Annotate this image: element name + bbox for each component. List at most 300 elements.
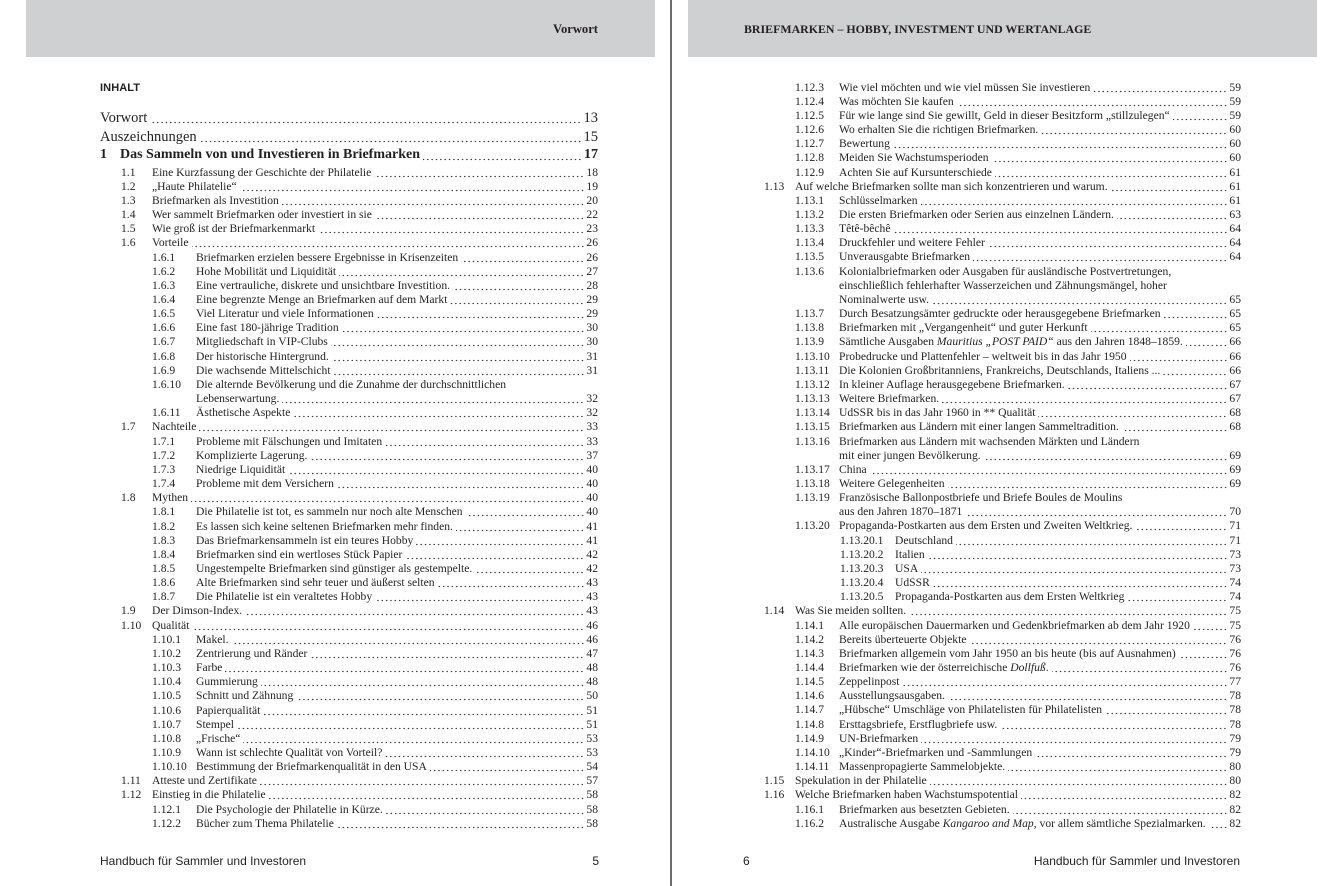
toc-entry [100, 520, 598, 534]
toc-entry-number: 1.6 [121, 236, 136, 250]
toc-entry-number: 1.10.8 [152, 731, 181, 745]
toc-entry-page-number: 29 [586, 307, 598, 321]
dot-leader [1209, 817, 1228, 831]
toc-entry-number: 1.16.2 [795, 816, 824, 830]
toc-entry-page-number: 22 [586, 208, 598, 222]
toc-entry-text [895, 548, 1241, 562]
toc-entry-text [839, 350, 1241, 364]
dot-leader [263, 704, 584, 718]
toc-entry-page-number: 80 [1229, 760, 1241, 774]
toc-entry-number: 1.1 [121, 165, 136, 179]
toc-entry-title: Papierqualität [196, 703, 261, 717]
toc-entry-text [196, 760, 598, 774]
toc-entry-title: Stempel [196, 717, 234, 731]
toc-entry-number: 1.8.1 [152, 505, 176, 519]
toc-entry [100, 350, 598, 364]
dot-leader [385, 746, 584, 760]
toc-entry-number: 1.13.3 [795, 222, 824, 236]
toc-entry-page-number: 20 [586, 193, 598, 207]
toc-entry-number: 1.13.8 [795, 321, 824, 335]
toc-entry [100, 128, 598, 147]
toc-entry [100, 788, 598, 802]
toc-entry [743, 378, 1241, 392]
dot-leader [342, 321, 585, 335]
toc-entry [743, 180, 1241, 194]
toc-entry-title: Makel. [196, 632, 229, 646]
toc-entry-title-part: . [1045, 661, 1049, 674]
toc-entry-number: 1.10.7 [152, 717, 181, 731]
toc-entry [743, 420, 1241, 434]
toc-entry-page-number: 77 [1229, 675, 1241, 689]
toc-entry-page-number: 66 [1229, 363, 1241, 377]
toc-entry-number: 1 [100, 147, 107, 162]
toc-entry-text [196, 406, 598, 420]
toc-entry [743, 817, 1241, 831]
toc-entry [743, 123, 1241, 137]
toc-entry-number: 1.6.1 [152, 250, 176, 264]
toc-entry [743, 406, 1241, 420]
dot-leader [921, 562, 1227, 576]
toc-entry [100, 435, 598, 449]
toc-entry-title: UdSSR bis in das Jahr 1960 in ** Qualität [839, 406, 1036, 420]
toc-entry-title: Die Psychologie der Philatelie in Kürze. [196, 802, 383, 816]
toc-entry-page-number: 27 [586, 264, 598, 278]
toc-entry-number: 1.14.4 [795, 661, 824, 674]
dot-leader [191, 491, 584, 505]
dot-leader [456, 520, 584, 534]
toc-entry [100, 774, 598, 788]
toc-entry-page-number: 42 [586, 561, 598, 575]
toc-entry-text [895, 534, 1241, 548]
toc-entry-number: 1.16 [764, 788, 785, 802]
toc-entry-title: Weitere Briefmarken. [839, 392, 940, 406]
toc-entry-title: Probleme mit dem Versichern [196, 477, 334, 491]
toc-entry-page-number: 65 [1229, 292, 1241, 306]
toc-entry [743, 661, 1241, 675]
dot-leader [318, 222, 584, 236]
toc-entry-number: 1.13.20.5 [840, 590, 884, 604]
left-running-head: Vorwort [553, 22, 598, 36]
dot-leader [375, 208, 584, 222]
dot-leader [243, 732, 584, 746]
toc-entry-number: 1.13.20.1 [840, 533, 884, 547]
toc-entry-text [839, 746, 1241, 760]
toc-entry-number: 1.13.20.4 [840, 576, 884, 590]
toc-entry-text [839, 718, 1241, 732]
toc-entry-page-number: 26 [586, 250, 598, 264]
right-running-head: BRIEFMARKEN – HOBBY, INVESTMENT UND WERTANLAGE [744, 22, 1092, 36]
toc-entry-title: Die wachsende Mittelschicht [196, 363, 331, 377]
page-spine-divider [670, 0, 672, 886]
dot-leader [992, 151, 1228, 165]
toc-entry-page-number: 78 [1229, 717, 1241, 731]
toc-entry-text [839, 123, 1241, 137]
toc-entry-text [152, 619, 598, 633]
toc-entry-page-number: 59 [1229, 94, 1241, 108]
toc-entry [743, 350, 1241, 364]
toc-entry [743, 222, 1241, 236]
toc-entry-page-number: 29 [586, 293, 598, 306]
dot-leader [1163, 364, 1227, 378]
toc-entry-title: Probedrucke und Plattenfehler – weltweit bis in das Jahr 1950 [839, 349, 1127, 363]
toc-entry-title: Auf welche Briefmarken sollte man sich konzentrieren und warum. [795, 179, 1108, 193]
toc-entry-text [152, 420, 598, 434]
toc-entry [743, 774, 1241, 788]
toc-entry-text [839, 817, 1241, 831]
toc-entry-text [196, 364, 598, 378]
toc-entry-title: mit einer jungen Bevölkerung. [839, 448, 981, 462]
toc-entry [743, 435, 1241, 449]
toc-entry [743, 137, 1241, 151]
toc-entry-number: 1.13.5 [795, 250, 824, 264]
dot-leader [1021, 788, 1227, 802]
toc-entry [100, 633, 598, 647]
toc-entry-number: 1.13.1 [795, 193, 824, 207]
toc-entry-text [839, 378, 1241, 392]
dot-leader [1041, 123, 1227, 137]
dot-leader [450, 293, 584, 307]
toc-entry [100, 619, 598, 633]
toc-entry-page-number: 17 [584, 147, 598, 162]
toc-entry-title: Was möchten Sie kaufen [839, 94, 954, 108]
toc-entry-text [100, 109, 598, 128]
toc-entry-title: Nachteile [152, 420, 197, 434]
toc-entry-title: Briefmarken aus Ländern mit wachsenden Märkten und Ländern [839, 434, 1140, 448]
toc-entry-page-number: 47 [586, 646, 598, 660]
toc-entry [743, 703, 1241, 717]
dot-leader [438, 576, 585, 590]
toc-entry-title-part: Briefmarken wie der österreichische [839, 661, 1011, 674]
toc-entry-number: 1.13.13 [795, 392, 830, 406]
toc-entry-page-number: 37 [586, 448, 598, 462]
toc-entry-page-number: 61 [1229, 179, 1241, 193]
toc-entry-title: Druckfehler und weitere Fehler [839, 236, 985, 250]
dot-leader [1052, 661, 1228, 675]
toc-entry-continuation [743, 293, 1241, 307]
toc-entry-page-number: 58 [586, 816, 598, 830]
dot-leader [1093, 81, 1227, 95]
toc-entry-page-number: 79 [1229, 731, 1241, 745]
dot-leader [928, 548, 1228, 562]
dot-leader [423, 146, 582, 165]
toc-entry-number: 1.6.9 [152, 363, 176, 377]
toc-entry-text [895, 562, 1241, 576]
dot-leader [870, 463, 1228, 477]
toc-entry-number: 1.8.7 [152, 590, 176, 604]
toc-entry-title: Zentrierung und Ränder [196, 646, 308, 660]
toc-entry-page-number: 68 [1229, 420, 1241, 434]
toc-entry-text [839, 505, 1241, 519]
toc-entry [743, 604, 1241, 618]
toc-entry-page-number: 40 [586, 491, 598, 505]
toc-entry-page-number: 33 [586, 434, 598, 448]
toc-entry-text [839, 194, 1241, 208]
toc-entry-page-number: 70 [1229, 505, 1241, 519]
toc-entry-page-number: 69 [1229, 476, 1241, 490]
toc-entry [100, 279, 598, 293]
dot-leader [988, 236, 1228, 250]
toc-entry [743, 732, 1241, 746]
toc-entry-text [839, 633, 1241, 647]
toc-entry-title: Italien [895, 547, 925, 561]
toc-entry-title: Ersttagsbriefe, Erstflugbriefe usw. [839, 717, 998, 731]
toc-entry [743, 265, 1241, 279]
toc-entry-title: Das Briefmarkensammeln ist ein teures Hobby [196, 533, 414, 547]
toc-entry-title: Einstieg in die Philatelie [152, 788, 266, 802]
toc-entry-number: 1.13.18 [795, 476, 830, 490]
toc-entry [100, 604, 598, 618]
toc-entry-page-number: 75 [1229, 618, 1241, 632]
toc-entry-title: Alle europäischen Dauermarken und Gedenkbriefmarken ab dem Jahr 1920 [839, 618, 1190, 632]
dot-leader [260, 774, 584, 788]
toc-entry-title: „Haute Philatelie“ [152, 179, 237, 193]
toc-entry [743, 788, 1241, 802]
toc-entry [100, 364, 598, 378]
dot-leader [310, 449, 584, 463]
right-page-number: 6 [743, 854, 750, 868]
toc-entry [743, 647, 1241, 661]
toc-entry-title: UdSSR [895, 576, 930, 590]
toc-entry-text [152, 236, 598, 250]
dot-leader [337, 477, 584, 491]
toc-entry-page-number: 15 [583, 128, 598, 145]
dot-leader [1130, 350, 1228, 364]
toc-entry-text [120, 146, 598, 165]
toc-entry-page-number: 51 [586, 703, 598, 717]
toc-entry-text [839, 689, 1241, 703]
toc-entry-text [152, 166, 598, 180]
toc-entry-text [196, 520, 598, 534]
toc-entry-text [196, 477, 598, 491]
toc-entry-title: Eine begrenzte Menge an Briefmarken auf dem Markt [196, 293, 448, 306]
toc-entry-title: Was Sie meiden sollten. [795, 604, 907, 618]
toc-entry-text [196, 732, 598, 746]
toc-entry-text [839, 477, 1241, 491]
toc-entry-number: 1.12.6 [795, 123, 824, 137]
toc-entry [100, 704, 598, 718]
toc-entry-title-italic: Kangaroo and Map [942, 816, 1034, 830]
toc-entry-title: Meiden Sie Wachstumsperioden [839, 151, 989, 165]
toc-entry-page-number: 78 [1229, 703, 1241, 717]
dot-leader [894, 222, 1228, 236]
toc-entry-page-number: 73 [1229, 547, 1241, 561]
toc-entry-number: 1.8 [121, 491, 136, 505]
toc-entry-number: 1.4 [121, 208, 136, 222]
toc-entry [100, 562, 598, 576]
toc-entry-title: Welche Briefmarken haben Wachstumspotential [795, 788, 1018, 802]
toc-entry [100, 146, 598, 165]
toc-entry-title: Die Kolonien Großbritanniens, Frankreichs, Deutschlands, Italiens ... [839, 363, 1161, 377]
dot-leader [948, 689, 1227, 703]
toc-entry-title: Wie groß ist der Briefmarkenmarkt [152, 222, 316, 236]
toc-entry-title-part: aus den Jahren 1848–1859. [1053, 335, 1183, 349]
toc-heading: INHALT [100, 82, 141, 94]
toc-front-matter [100, 109, 598, 165]
toc-entry-number: 1.6.5 [152, 307, 176, 321]
toc-entry-text [152, 194, 598, 208]
left-footer-title: Handbuch für Sammler und Investoren [100, 854, 307, 868]
toc-entry-page-number: 66 [1229, 349, 1241, 363]
toc-entry-page-number: 59 [1229, 108, 1241, 122]
toc-entry-text [152, 180, 598, 194]
toc-entry-number: 1.14.11 [795, 760, 830, 774]
dot-leader [1186, 335, 1228, 349]
toc-entry-number: 1.12.9 [795, 165, 824, 179]
toc-entry [743, 321, 1241, 335]
toc-entry-number: 1.14.8 [795, 717, 824, 731]
dot-leader [385, 435, 584, 449]
dot-leader [282, 392, 584, 406]
toc-entry-number: 1.7 [121, 420, 136, 434]
toc-entry-title: Bestimmung der Briefmarkenqualität in den USA [196, 760, 427, 774]
toc-entry-page-number: 33 [586, 420, 598, 434]
toc-entry-number: 1.6.6 [152, 321, 176, 335]
dot-leader [893, 137, 1228, 151]
toc-entry-number: 1.13.12 [795, 377, 830, 391]
toc-entry-page-number: 54 [586, 760, 598, 774]
dot-leader [150, 109, 581, 128]
toc-entry-number: 1.14.10 [795, 745, 830, 759]
toc-entry-page-number: 23 [586, 222, 598, 236]
toc-entry-text [795, 774, 1241, 788]
toc-entry [100, 406, 598, 420]
toc-entry-page-number: 73 [1229, 561, 1241, 575]
toc-entry-text [839, 364, 1241, 378]
toc-entry-number: 1.8.5 [152, 561, 176, 575]
toc-entry-title: Komplizierte Lagerung. [196, 448, 308, 462]
toc-entry [100, 420, 598, 434]
toc-entry-text [839, 732, 1241, 746]
toc-entry-text [795, 604, 1241, 618]
toc-entry [100, 534, 598, 548]
toc-entry-title: Briefmarken als Investition [152, 193, 279, 207]
toc-entry-title: Alte Briefmarken sind sehr teuer und äußerst selten [196, 576, 435, 590]
toc-entry-text [196, 590, 598, 604]
dot-leader [386, 803, 585, 817]
toc-entry-page-number: 40 [586, 505, 598, 519]
toc-entry-number: 1.13.15 [795, 420, 830, 434]
toc-entry-number: 1.12.1 [152, 802, 181, 816]
toc-entry-title-part: Sämtliche Ausgaben [839, 335, 937, 349]
toc-entry-page-number: 74 [1229, 590, 1241, 604]
toc-entry-text [839, 647, 1241, 661]
toc-entry-page-number: 43 [586, 590, 598, 604]
toc-entry-number: 1.8.6 [152, 576, 176, 590]
dot-leader [932, 293, 1227, 307]
toc-entry [100, 760, 598, 774]
toc-entry-text [196, 534, 598, 548]
toc-entry-title: Kolonialbriefmarken oder Ausgaben für ausländische Postvertretungen, [839, 264, 1172, 278]
toc-entry-text [839, 449, 1241, 463]
toc-entry [743, 519, 1241, 533]
dot-leader [965, 505, 1227, 519]
toc-entry-page-number: 58 [586, 802, 598, 816]
toc-entry-title: Briefmarken erzielen bessere Ergebnisse in Krisenzeiten [196, 250, 459, 264]
dot-leader [1035, 746, 1227, 760]
toc-entry-number: 1.10.9 [152, 746, 181, 759]
toc-entry [743, 109, 1241, 123]
toc-entry-text [839, 703, 1241, 717]
toc-entry-title: Wie viel möchten und wie viel müssen Sie investieren [839, 80, 1091, 94]
dot-leader [192, 236, 585, 250]
toc-entry-title: „Frische“ [196, 731, 241, 745]
toc-entry [100, 166, 598, 180]
toc-entry-title: Auszeichnungen [100, 128, 197, 145]
toc-entry-title: Die ersten Briefmarken oder Serien aus einzelnen Ländern. [839, 208, 1114, 221]
toc-entry-title: Schlüsselmarken [839, 193, 918, 207]
toc-entry-title-italic: Mauritius „POST PAID“ [936, 335, 1054, 349]
toc-entry-text [839, 95, 1241, 109]
dot-leader [377, 307, 585, 321]
dot-leader [466, 505, 585, 519]
toc-entry [100, 675, 598, 689]
dot-leader [1193, 619, 1228, 633]
toc-entry-number: 1.13.16 [795, 434, 830, 448]
toc-entry-title: Gummierung [196, 675, 258, 689]
dot-leader [331, 335, 585, 349]
toc-entry-number: 1.10.6 [152, 703, 181, 717]
dot-leader [269, 788, 585, 802]
toc-entry-title: Niedrige Liquidität [196, 462, 286, 476]
toc-entry-title: einschließlich fehlerhafter Wasserzeichen und Zähnungsmängel, hoher [839, 278, 1167, 292]
toc-entry-title: Massenpropagierte Sammelobjekte. [839, 760, 1006, 774]
toc-entry-text [196, 307, 598, 321]
toc-entry-number: 1.13.9 [795, 335, 824, 349]
toc-entry-number: 1.12.2 [152, 816, 181, 830]
toc-entry-number: 1.7.1 [152, 434, 176, 448]
toc-entry-title: Atteste und Zertifikate [152, 774, 257, 788]
toc-entry-text [839, 661, 1241, 675]
dot-leader [261, 675, 585, 689]
toc-entry-page-number: 67 [1229, 377, 1241, 391]
toc-entry-page-number: 46 [586, 632, 598, 646]
toc-entry [743, 364, 1241, 378]
toc-entry-title: aus den Jahren 1870–1871 [839, 505, 963, 519]
toc-entry-title: Die Philatelie ist ein veraltetes Hobby [196, 590, 373, 604]
toc-entry [100, 208, 598, 222]
toc-entry [100, 109, 598, 128]
toc-entry-page-number: 60 [1229, 137, 1241, 151]
toc-entry-number: 1.7.3 [152, 462, 176, 476]
toc-entry-text [196, 718, 598, 732]
dot-leader [293, 406, 584, 420]
dot-leader [237, 718, 584, 732]
toc-entry-text [196, 803, 598, 817]
toc-entry [100, 732, 598, 746]
toc-entry-number: 1.14.1 [795, 618, 824, 632]
toc-entry-number: 1.13.4 [795, 236, 824, 250]
toc-entry [743, 803, 1241, 817]
toc-entry-number: 1.14.2 [795, 632, 824, 646]
dot-leader [332, 350, 585, 364]
toc-entry-number: 1.8.3 [152, 533, 176, 547]
toc-entry-page-number: 78 [1229, 689, 1241, 703]
toc-entry-title: Das Sammeln von und Investieren in Briefmarken [120, 147, 420, 162]
toc-entry-text [895, 576, 1241, 590]
toc-entry-title: Wo erhalten Sie die richtigen Briefmarken. [839, 123, 1039, 137]
toc-entry-title: Schnitt und Zähnung [196, 689, 294, 703]
toc-entry-number: 1.8.2 [152, 519, 176, 533]
toc-entry-page-number: 80 [1229, 774, 1241, 788]
toc-entry [100, 335, 598, 349]
toc-entry-number: 1.9 [121, 604, 136, 618]
toc-entry-title: Wann ist schlechte Qualität von Vorteil? [196, 746, 383, 759]
toc-entry-number: 1.13.10 [795, 349, 830, 363]
toc-entry [100, 803, 598, 817]
dot-leader [245, 604, 584, 618]
toc-entry-title: Bücher zum Thema Philatelie [196, 816, 334, 830]
toc-entry-title: Mitgliedschaft in VIP-Clubs [196, 335, 328, 349]
